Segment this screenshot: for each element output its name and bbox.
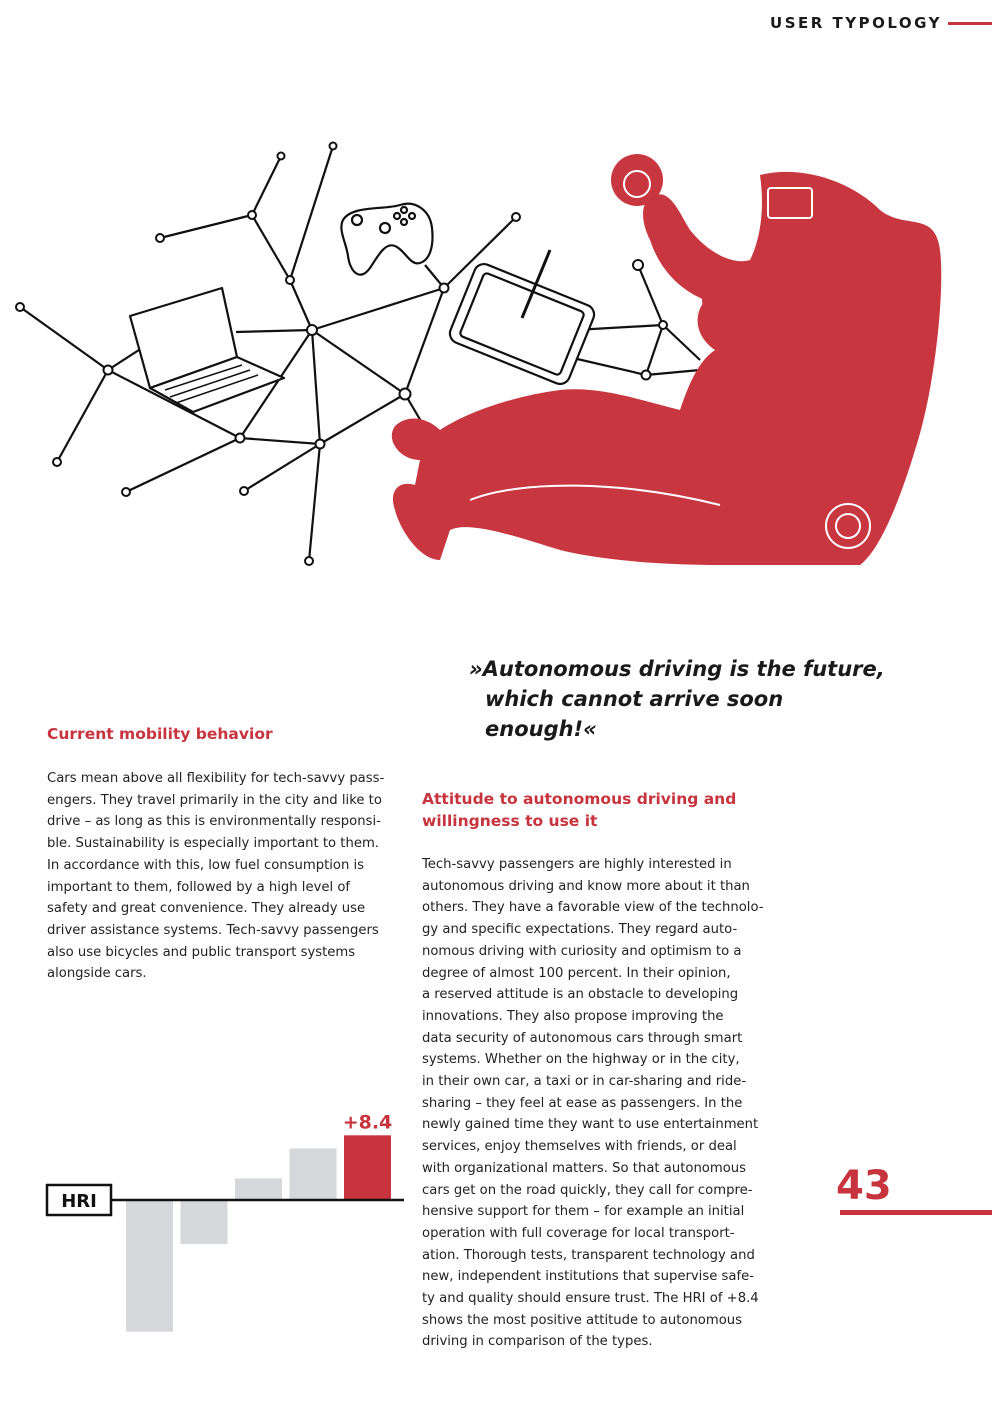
mobility-behavior-line: drive – as long as this is environmentally responsi- [47, 814, 381, 830]
attitude-line: innovations. They also propose improving the [422, 1008, 724, 1024]
hri-bar-5 [344, 1135, 391, 1200]
mobility-behavior-line: engers. They travel primarily in the city and like to [47, 792, 382, 808]
heading-mobility-behavior: Current mobility behavior [47, 725, 273, 743]
gamepad-icon [341, 204, 432, 275]
tablet-icon [447, 250, 597, 387]
attitude-line: newly gained time they want to use entertainment [422, 1117, 759, 1133]
attitude-text [422, 854, 782, 1353]
mobility-behavior-line: Cars mean above all flexibility for tech-savvy pass- [47, 771, 385, 786]
attitude-line: hensive support for them – for example an initial [422, 1204, 745, 1220]
mobility-behavior-line: important to them, followed by a high level of [47, 879, 351, 895]
hri-bar-3 [235, 1178, 282, 1200]
hri-bar-chart [44, 1035, 406, 1335]
attitude-line: a reserved attitude is an obstacle to developing [422, 987, 739, 1003]
attitude-line: degree of almost 100 percent. In their opinion, [422, 965, 731, 981]
attitude-line: services, enjoy themselves with friends, or deal [422, 1139, 737, 1155]
heading-attitude [422, 788, 792, 832]
hri-bar-1 [126, 1200, 173, 1332]
hri-value-label: +8.4 [342, 1111, 393, 1134]
attitude-line: shows the most positive attitude to autonomous [422, 1312, 743, 1328]
attitude-line: ation. Thorough tests, transparent technology and [422, 1247, 755, 1263]
attitude-line: operation with full coverage for local transport- [422, 1225, 735, 1241]
attitude-line: Tech-savvy passengers are highly interested in [422, 857, 732, 872]
mobility-behavior-line: In accordance with this, low fuel consumption is [47, 857, 365, 873]
mobility-behavior-line: also use bicycles and public transport systems [47, 944, 356, 960]
attitude-line: systems. Whether on the highway or in the city, [422, 1052, 740, 1068]
attitude-line: others. They have a favorable view of the technolo- [422, 900, 764, 916]
hri-label: HRI [61, 1191, 97, 1212]
section-title: USER TYPOLOGY [770, 14, 942, 32]
attitude-line: cars get on the road quickly, they call for compre- [422, 1182, 753, 1198]
mobility-behavior-line: safety and great convenience. They already use [47, 901, 366, 917]
mobility-behavior-text [47, 768, 407, 985]
attitude-line: gy and specific expectations. They regard auto- [422, 922, 738, 938]
quote-line-2: which cannot arrive soon enough!« [485, 687, 784, 741]
attitude-line: with organizational matters. So that autonomous [422, 1160, 747, 1176]
mobility-behavior-line: driver assistance systems. Tech-savvy passengers [47, 922, 379, 938]
vr-passenger-figure-icon [392, 154, 941, 565]
mobility-behavior-line: alongside cars. [47, 966, 147, 982]
attitude-line: new, independent institutions that supervise safe- [422, 1269, 754, 1285]
attitude-line: sharing – they feel at ease as passengers. In the [422, 1095, 743, 1111]
header-rule [948, 22, 992, 25]
hri-bar-2 [181, 1200, 228, 1244]
illustration-tech-savvy-passenger [0, 60, 992, 650]
page-number: 43 [836, 1163, 892, 1209]
attitude-line: driving in comparison of the types. [422, 1334, 653, 1350]
attitude-line: autonomous driving and know more about it than [422, 878, 750, 894]
attitude-line: ty and quality should ensure trust. The HRI of +8.4 [422, 1291, 759, 1307]
attitude-line: in their own car, a taxi or in car-sharing and ride- [422, 1074, 747, 1090]
quote-line-1: »Autonomous driving is the future, [469, 657, 885, 681]
hri-bar-4 [290, 1148, 337, 1200]
heading-attitude-line-1: Attitude to autonomous driving and [422, 790, 737, 808]
pull-quote [455, 654, 885, 744]
attitude-line: nomous driving with curiosity and optimism to a [422, 943, 742, 959]
heading-attitude-line-2: willingness to use it [422, 812, 598, 830]
attitude-line: data security of autonomous cars through smart [422, 1030, 743, 1046]
page-number-rule [840, 1210, 992, 1215]
mobility-behavior-line: ble. Sustainability is especially important to them. [47, 836, 379, 852]
